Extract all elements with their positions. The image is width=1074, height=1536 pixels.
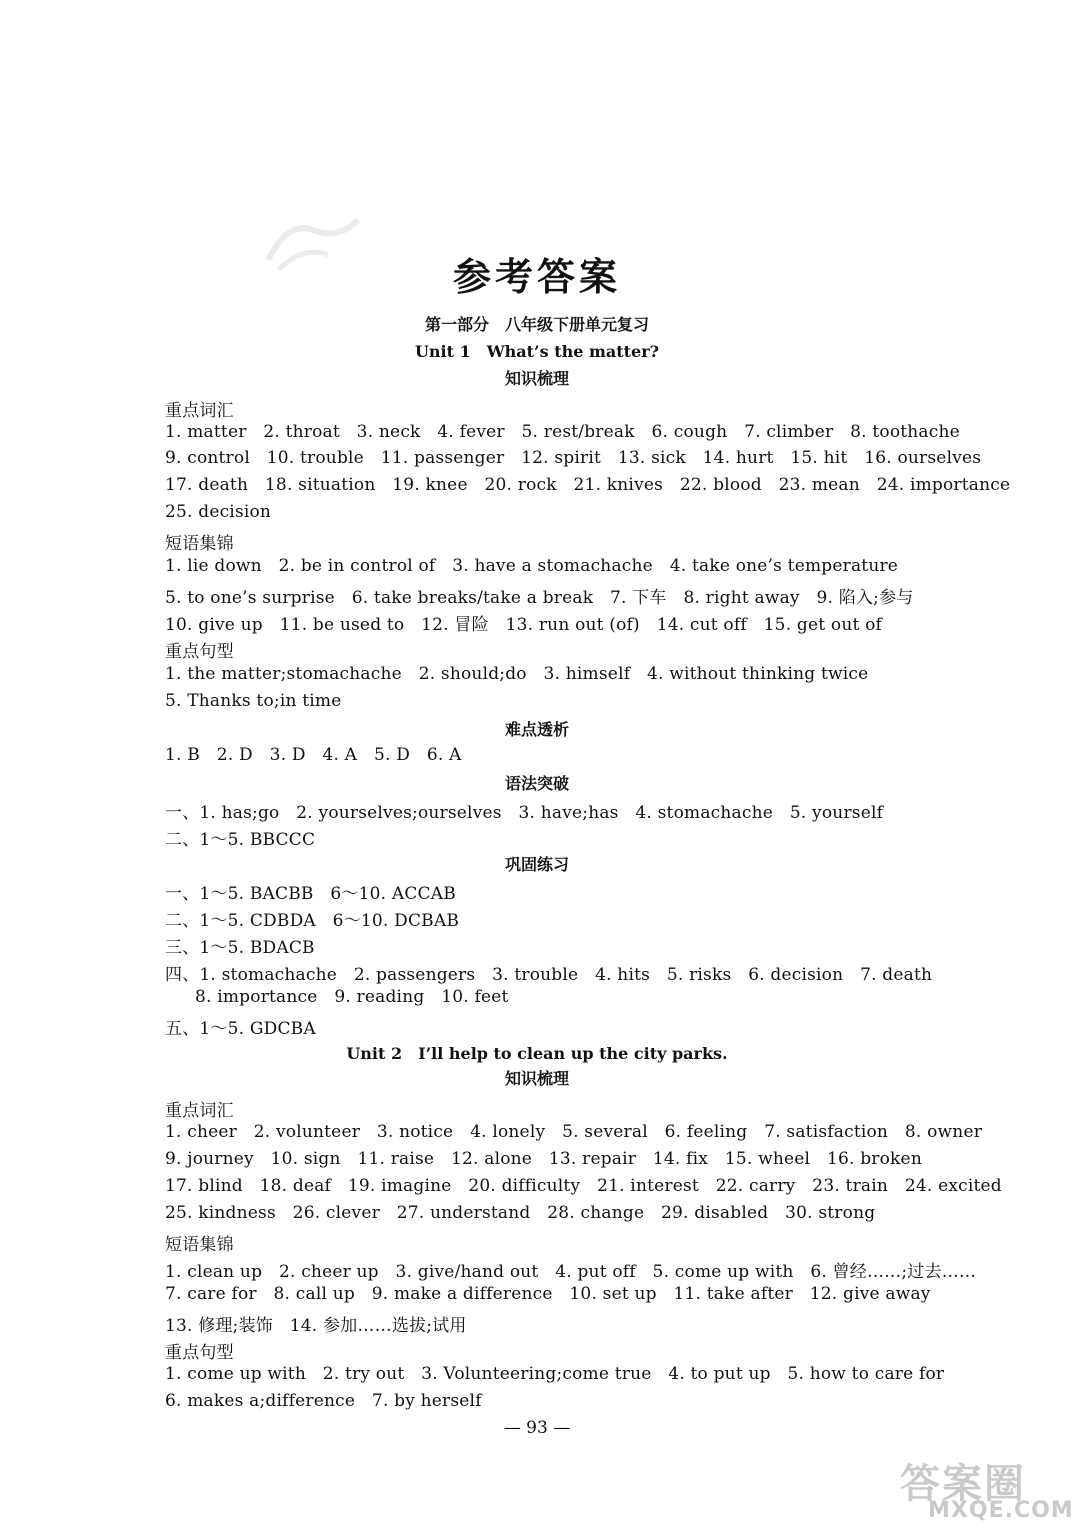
unit1-vocab-line: 9. control 10. trouble 11. passenger 12. spirit 13. sick 14. hurt 15. hit 16. ourselves: [165, 448, 982, 468]
unit2-heading: Unit 2 I’ll help to clean up the city parks.: [346, 1044, 728, 1063]
watermark-logo: 答案圈: [900, 1461, 1026, 1507]
unit1-vocab-label: 重点词汇: [165, 401, 234, 421]
unit1-phrase-line: 1. lie down 2. be in control of 3. have a stomachache 4. take one’s temperature: [165, 556, 899, 576]
unit1-gonggu-line: 二、1～5. CDBDA 6～10. DCBAB: [165, 911, 460, 931]
unit1-section-nandian: 难点透析: [504, 720, 569, 739]
watermark-domain: MXQE.COM: [928, 1498, 1074, 1523]
unit1-sentence-label: 重点句型: [165, 642, 234, 662]
unit2-vocab-line: 1. cheer 2. volunteer 3. notice 4. lonely 5. several 6. feeling 7. satisfaction 8. owner: [165, 1122, 983, 1142]
unit2-sentence-line: 1. come up with 2. try out 3. Volunteering;come true 4. to put up 5. how to care for: [165, 1364, 945, 1384]
unit2-section-zhishi: 知识梳理: [504, 1069, 569, 1088]
unit1-gonggu-last-line: 五、1～5. GDCBA: [165, 1019, 316, 1039]
unit1-yufa-line: 一、1. has;go 2. yourselves;ourselves 3. have;has 4. stomachache 5. yourself: [165, 803, 884, 823]
page-number: — 93 —: [503, 1418, 571, 1438]
unit1-yufa-line: 二、1～5. BBCCC: [165, 830, 316, 850]
unit2-phrase-line: 7. care for 8. call up 9. make a difference 10. set up 11. take after 12. give away: [165, 1284, 931, 1304]
unit2-phrase-label: 短语集锦: [165, 1235, 234, 1255]
unit1-heading: Unit 1 What’s the matter?: [414, 342, 660, 361]
unit2-vocab-line: 25. kindness 26. clever 27. understand 28. change 29. disabled 30. strong: [165, 1203, 876, 1223]
unit1-sentence-line: 1. the matter;stomachache 2. should;do 3. himself 4. without thinking twice: [165, 664, 869, 684]
unit1-nandian-line: 1. B 2. D 3. D 4. A 5. D 6. A: [165, 745, 462, 765]
unit1-gonggu-indent-line: 8. importance 9. reading 10. feet: [195, 987, 509, 1007]
part-heading: 第一部分 八年级下册单元复习: [424, 315, 649, 334]
unit1-gonggu-line: 三、1～5. BDACB: [165, 938, 315, 958]
unit1-vocab-line: 1. matter 2. throat 3. neck 4. fever 5. rest/break 6. cough 7. climber 8. toothache: [165, 422, 960, 442]
unit1-vocab-line: 17. death 18. situation 19. knee 20. rock 21. knives 22. blood 23. mean 24. importance: [165, 475, 1011, 495]
unit1-vocab-line: 25. decision: [165, 502, 272, 522]
unit2-phrase-line: 13. 修理;装饰 14. 参加……选拔;试用: [165, 1316, 467, 1336]
unit2-vocab-line: 17. blind 18. deaf 19. imagine 20. difficulty 21. interest 22. carry 23. train 24. excited: [165, 1176, 1002, 1196]
unit1-phrase-line: 10. give up 11. be used to 12. 冒险 13. run out (of) 14. cut off 15. get out of: [165, 615, 883, 635]
unit2-sentence-label: 重点句型: [165, 1343, 234, 1363]
unit1-gonggu-line: 一、1～5. BACBB 6～10. ACCAB: [165, 884, 456, 904]
unit2-vocab-label: 重点词汇: [165, 1101, 234, 1121]
unit2-vocab-line: 9. journey 10. sign 11. raise 12. alone 13. repair 14. fix 15. wheel 16. broken: [165, 1149, 922, 1169]
unit1-section-zhishi: 知识梳理: [504, 369, 569, 388]
unit1-section-yufa: 语法突破: [504, 774, 569, 793]
unit1-section-gonggu: 巩固练习: [504, 855, 569, 874]
unit1-phrase-line: 5. to one’s surprise 6. take breaks/take a break 7. 下车 8. right away 9. 陷入;参与: [165, 588, 914, 608]
unit1-gonggu-line: 四、1. stomachache 2. passengers 3. trouble 4. hits 5. risks 6. decision 7. death: [165, 965, 933, 985]
unit2-sentence-line: 6. makes a;difference 7. by herself: [165, 1391, 482, 1411]
unit1-sentence-line: 5. Thanks to;in time: [165, 691, 342, 711]
page-title: 参考答案: [452, 254, 621, 299]
unit2-phrase-line: 1. clean up 2. cheer up 3. give/hand out 4. put off 5. come up with 6. 曾经……;过去……: [165, 1262, 977, 1282]
unit1-phrase-label: 短语集锦: [165, 534, 234, 554]
